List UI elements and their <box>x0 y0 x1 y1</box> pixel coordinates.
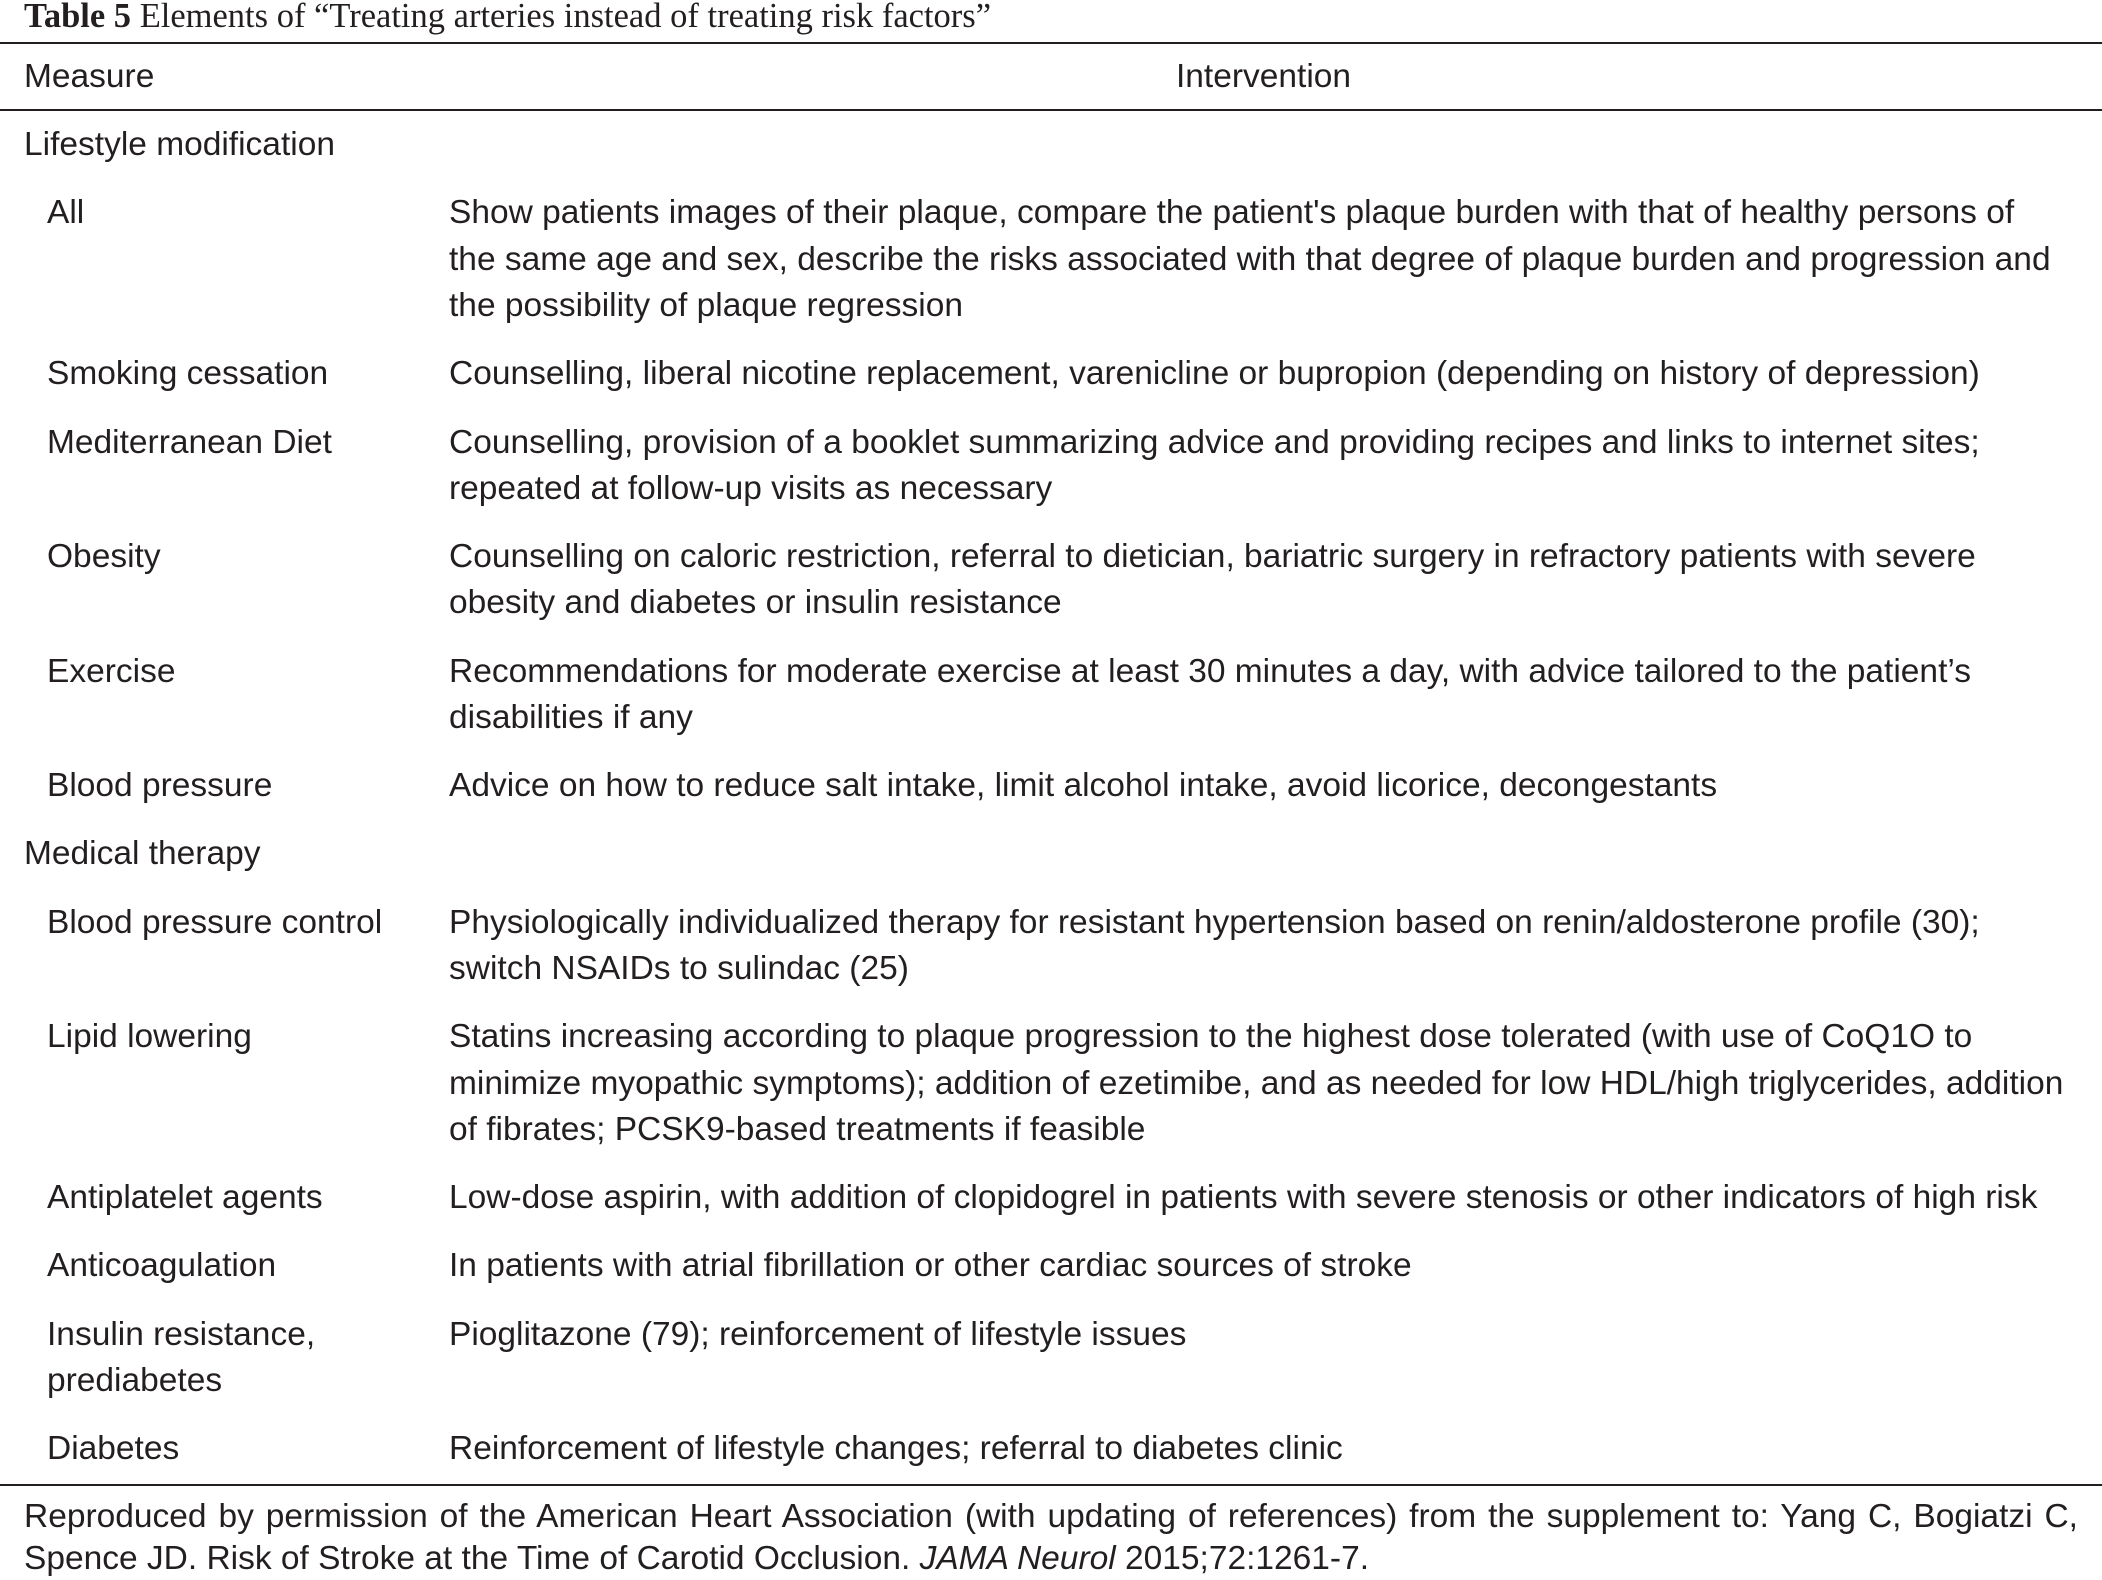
table-row <box>0 889 2102 1004</box>
table-row <box>0 1164 2102 1232</box>
measure-text: Exercise <box>47 652 176 690</box>
intervention-cell <box>449 763 2078 809</box>
intervention-cell <box>449 420 2078 512</box>
intervention-cell <box>449 1243 2078 1289</box>
intervention-text: the possibility of plaque regression <box>449 286 963 324</box>
measure-cell <box>0 1426 449 1472</box>
measure-cell <box>0 1243 449 1289</box>
measure-text: prediabetes <box>47 1361 223 1399</box>
measure-cell <box>0 1175 449 1221</box>
measure-text: All <box>47 194 85 232</box>
intervention-text: Recommendations for moderate exercise at least 30 minutes a day, with advice tailored to the patient’s <box>449 652 1971 690</box>
measure-text: Obesity <box>47 538 161 576</box>
intervention-text: Counselling on caloric restriction, referral to dietician, bariatric surgery in refractory patients with severe <box>449 538 1976 576</box>
measure-text: Smoking cessation <box>47 355 329 393</box>
intervention-cell <box>449 1426 2078 1472</box>
intervention-cell <box>449 900 2078 992</box>
table-row <box>0 523 2102 638</box>
intervention-text: minimize myopathic symptoms); addition of ezetimibe, and as needed for low HDL/high triglycerides, addition <box>449 1064 2064 1102</box>
footnote-line: Reproduced by permission of the American Heart Association (with updating of references) from the supplement to: Yang C, Bogiatzi C, <box>24 1498 2078 1535</box>
table-bottom-rule <box>0 1484 2102 1486</box>
measure-text: Blood pressure <box>47 767 273 805</box>
intervention-text: obesity and diabetes or insulin resistance <box>449 584 1062 622</box>
table-row <box>0 637 2102 752</box>
measure-cell <box>0 900 449 992</box>
intervention-text: Show patients images of their plaque, compare the patient's plaque burden with that of healthy persons of <box>449 194 2015 232</box>
measure-cell <box>0 420 449 512</box>
section-heading-row <box>0 111 2102 179</box>
measure-text: Blood pressure control <box>47 903 383 941</box>
table-row <box>0 1415 2102 1483</box>
intervention-cell <box>449 534 2078 626</box>
section-heading: Medical therapy <box>24 835 261 873</box>
measure-cell <box>0 649 449 741</box>
footnote-journal-name: JAMA Neurol <box>919 1539 1116 1577</box>
measure-cell <box>0 190 449 329</box>
measure-cell <box>0 1312 449 1404</box>
intervention-text: of fibrates; PCSK9-based treatments if feasible <box>449 1110 1146 1148</box>
table-row <box>0 340 2102 408</box>
intervention-text: switch NSAIDs to sulindac (25) <box>449 949 909 987</box>
section-heading: Lifestyle modification <box>24 126 335 164</box>
intervention-cell <box>449 351 2078 397</box>
table-title <box>24 0 991 33</box>
intervention-text: In patients with atrial fibrillation or other cardiac sources of stroke <box>449 1247 1412 1285</box>
intervention-cell <box>449 649 2078 741</box>
intervention-text: Counselling, provision of a booklet summarizing advice and providing recipes and links to internet sites; <box>449 423 1980 461</box>
section-heading-row <box>0 820 2102 888</box>
intervention-text: repeated at follow-up visits as necessary <box>449 469 1053 507</box>
intervention-text: Counselling, liberal nicotine replacement, varenicline or bupropion (depending on history of depression) <box>449 355 1980 393</box>
measure-cell <box>0 351 449 397</box>
footnote-line <box>24 1538 2078 1580</box>
table-row <box>0 408 2102 523</box>
table-row <box>0 179 2102 340</box>
intervention-cell <box>449 1175 2078 1221</box>
intervention-cell <box>449 190 2078 329</box>
measure-text: Insulin resistance, <box>47 1315 316 1353</box>
measure-text: Diabetes <box>47 1430 180 1468</box>
table-row <box>0 752 2102 820</box>
intervention-text: Physiologically individualized therapy for resistant hypertension based on renin/aldosterone profile (30); <box>449 903 1980 941</box>
footnote-citation: 2015;72:1261-7. <box>1124 1539 1370 1577</box>
measure-text: Mediterranean Diet <box>47 423 332 461</box>
footnote-reference-text: Spence JD. Risk of Stroke at the Time of Carotid Occlusion. <box>24 1539 911 1577</box>
measure-cell <box>0 1014 449 1153</box>
intervention-text: the same age and sex, describe the risks associated with that degree of plaque burden and progression and <box>449 240 2051 278</box>
table-row <box>0 1003 2102 1164</box>
table-footnote <box>24 1496 2078 1579</box>
measure-cell <box>0 763 449 809</box>
table-label: Table 5 <box>24 0 132 35</box>
intervention-text: Low-dose aspirin, with addition of clopidogrel in patients with severe stenosis or other indicators of high risk <box>449 1179 2038 1217</box>
intervention-cell <box>449 1312 2078 1404</box>
intervention-text: disabilities if any <box>449 698 693 736</box>
intervention-cell <box>449 1014 2078 1153</box>
measure-text: Lipid lowering <box>47 1018 252 1056</box>
intervention-text: Pioglitazone (79); reinforcement of lifestyle issues <box>449 1315 1187 1353</box>
measure-cell <box>0 534 449 626</box>
column-header-intervention: Intervention <box>1175 58 1352 95</box>
intervention-text: Advice on how to reduce salt intake, limit alcohol intake, avoid licorice, decongestants <box>449 767 1718 805</box>
column-header-measure: Measure <box>24 58 155 95</box>
table-body <box>0 111 2102 1484</box>
intervention-text: Statins increasing according to plaque progression to the highest dose tolerated (with use of CoQ1O to <box>449 1018 1973 1056</box>
table-header <box>0 44 2102 109</box>
table-row <box>0 1232 2102 1300</box>
table-row <box>0 1301 2102 1416</box>
measure-text: Anticoagulation <box>47 1247 277 1285</box>
intervention-text: Reinforcement of lifestyle changes; referral to diabetes clinic <box>449 1430 1343 1468</box>
table-caption: Elements of “Treating arteries instead of treating risk factors” <box>139 0 992 35</box>
measure-text: Antiplatelet agents <box>47 1179 323 1217</box>
